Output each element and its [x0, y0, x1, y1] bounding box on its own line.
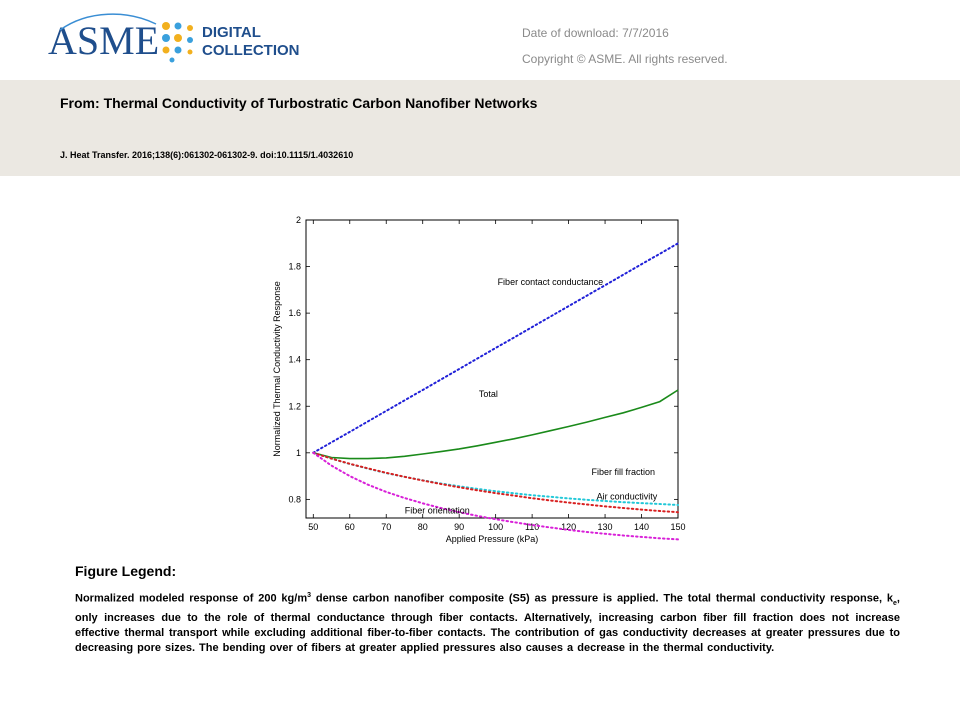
figure-legend-text — [75, 588, 900, 656]
legend-part-3: , only increases due to the role of thermal conductance through fiber contacts. Alternatively, increasing carbon fiber fill fraction does not increase effective thermal transport while excluding additional fiber-to-fiber contacts. The contribution of gas conductivity decreases at greater pressures due to decreasing pore sizes. The bending over of fibers at greater applied pressures also causes a decrease in the thermal conductivity. — [75, 592, 900, 654]
logo-asme-text: ASME — [48, 18, 160, 63]
download-date: 7/7/2016 — [622, 26, 669, 40]
annotation-fiber-orientation: Fiber orientation — [404, 505, 470, 516]
y-tick-label: 1.2 — [288, 401, 301, 412]
logo-collection-text: COLLECTION — [202, 42, 300, 59]
legend-part-2: dense carbon nanofiber composite (S5) as pressure is applied. The total thermal conductivity response, k — [311, 592, 894, 605]
x-tick-label: 50 — [308, 522, 319, 532]
logo-digital-text: DIGITAL — [202, 24, 261, 41]
download-meta — [522, 20, 728, 72]
legend-part-1: Normalized modeled response of 200 kg/m — [75, 592, 308, 605]
y-tick-label: 1.4 — [288, 354, 301, 365]
download-date-line — [522, 20, 728, 46]
logo-dots-icon — [162, 22, 193, 63]
annotation-air-conductivity: Air conductivity — [596, 491, 658, 502]
header — [0, 0, 960, 80]
x-tick-label: 150 — [670, 522, 686, 532]
x-tick-label: 100 — [488, 522, 504, 532]
annotation-fiber-contact-conductance: Fiber contact conductance — [497, 277, 604, 288]
y-tick-label: 1 — [295, 447, 301, 458]
download-label: Date of download: — [522, 26, 619, 40]
from-label: From: — [60, 95, 100, 111]
article-title — [60, 95, 537, 111]
legend-superscript: 3 — [307, 592, 312, 599]
y-axis-label: Normalized Thermal Conductivity Response — [272, 281, 282, 457]
figure-chart — [268, 206, 688, 546]
y-tick-label: 0.8 — [288, 494, 301, 505]
x-tick-label: 80 — [417, 522, 428, 532]
y-tick-label: 1.6 — [288, 308, 301, 319]
y-tick-label: 2 — [295, 215, 301, 225]
figure-legend-heading: Figure Legend: — [75, 563, 177, 579]
x-tick-label: 110 — [524, 522, 540, 532]
legend-subscript: e — [893, 599, 897, 607]
title-text: Thermal Conductivity of Turbostratic Carbon Nanofiber Networks — [103, 95, 538, 111]
article-citation: J. Heat Transfer. 2016;138(6):061302-061302-9. doi:10.1115/1.4032610 — [60, 150, 354, 160]
x-tick-label: 60 — [344, 522, 355, 532]
x-tick-label: 120 — [561, 522, 577, 532]
x-tick-label: 70 — [381, 522, 392, 532]
y-tick-label: 1.8 — [288, 261, 301, 272]
x-axis-label: Applied Pressure (kPa) — [445, 534, 539, 544]
annotation-total: Total — [478, 388, 498, 399]
copyright-text: Copyright © ASME. All rights reserved. — [522, 52, 728, 66]
asme-digital-collection-logo[interactable] — [48, 10, 328, 70]
annotation-fiber-fill-fraction: Fiber fill fraction — [591, 466, 656, 477]
x-tick-label: 130 — [597, 522, 613, 532]
x-tick-label: 90 — [454, 522, 465, 532]
x-tick-label: 140 — [634, 522, 650, 532]
